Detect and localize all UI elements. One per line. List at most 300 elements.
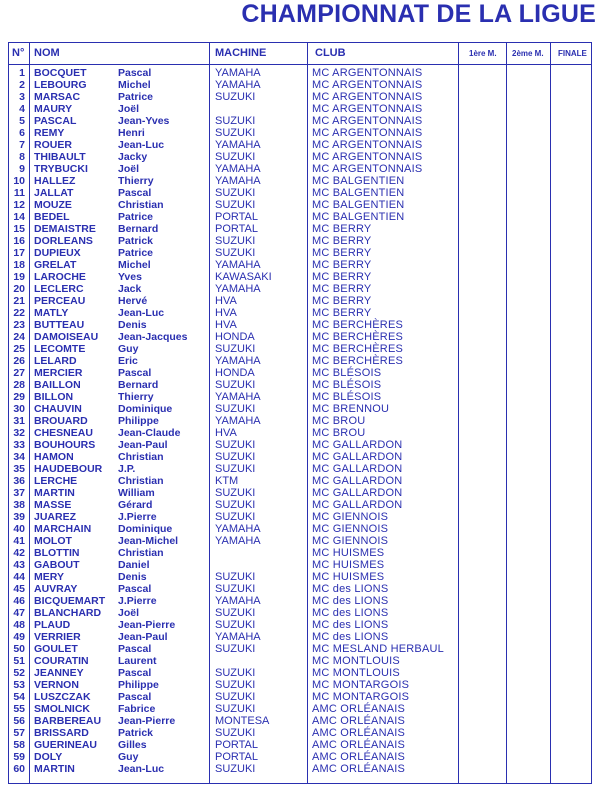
club: MC HUISMES: [312, 547, 385, 559]
club: MC GALLARDON: [312, 487, 403, 499]
header-num: N°: [12, 47, 25, 59]
club: MC des LIONS: [312, 595, 389, 607]
table-row: [9, 403, 591, 415]
club: MC BERRY: [312, 247, 372, 259]
entry-number: 1: [19, 67, 25, 79]
rider-surname: BLOTTIN: [34, 547, 80, 559]
rider-firstname: Yves: [118, 271, 142, 283]
machine: SUZUKI: [215, 607, 256, 619]
entry-number: 50: [13, 643, 25, 655]
entry-number: 20: [13, 283, 25, 295]
table-row: [9, 319, 591, 331]
rider-firstname: Jacky: [118, 151, 148, 163]
entry-number: 29: [13, 391, 25, 403]
entry-number: 26: [13, 355, 25, 367]
machine: SUZUKI: [215, 451, 256, 463]
rider-surname: LAROCHE: [34, 271, 86, 283]
table-row: [9, 259, 591, 271]
rider-surname: TRYBUCKI: [34, 163, 88, 175]
entry-number: 30: [13, 403, 25, 415]
rider-surname: MERCIER: [34, 367, 83, 379]
rider-surname: BOCQUET: [34, 67, 87, 79]
entry-number: 40: [13, 523, 25, 535]
club: MC GALLARDON: [312, 499, 403, 511]
table-header: [9, 43, 591, 65]
machine: SUZUKI: [215, 343, 256, 355]
rider-surname: CHESNEAU: [34, 427, 93, 439]
club: AMC ORLÉANAIS: [312, 739, 406, 751]
club: MC BERRY: [312, 259, 372, 271]
rider-firstname: Fabrice: [118, 703, 156, 715]
machine: SUZUKI: [215, 91, 256, 103]
rider-surname: DORLEANS: [34, 235, 93, 247]
club: MC ARGENTONNAIS: [312, 103, 423, 115]
table-row: [9, 187, 591, 199]
entry-number: 31: [13, 415, 25, 427]
club: AMC ORLÉANAIS: [312, 763, 406, 775]
table-row: [9, 751, 591, 763]
rider-surname: DOLY: [34, 751, 63, 763]
entry-number: 2: [19, 79, 25, 91]
rider-surname: REMY: [34, 127, 65, 139]
entry-number: 45: [13, 583, 25, 595]
table-row: [9, 103, 591, 115]
rider-firstname: Gilles: [118, 739, 147, 751]
entry-number: 37: [13, 487, 25, 499]
club: MC BERRY: [312, 283, 372, 295]
rider-firstname: Denis: [118, 319, 147, 331]
rider-surname: VERRIER: [34, 631, 81, 643]
rider-firstname: Pascal: [118, 583, 152, 595]
club: MC BERCHÈRES: [312, 343, 404, 355]
entry-number: 47: [13, 607, 25, 619]
machine: SUZUKI: [215, 187, 256, 199]
machine: HVA: [215, 427, 237, 439]
machine: YAMAHA: [215, 163, 261, 175]
club: MC BLÉSOIS: [312, 391, 382, 403]
club: MC ARGENTONNAIS: [312, 115, 423, 127]
rider-firstname: Guy: [118, 751, 139, 763]
machine: HVA: [215, 295, 237, 307]
rider-surname: PLAUD: [34, 619, 71, 631]
rider-surname: HALLEZ: [34, 175, 76, 187]
club: MC GALLARDON: [312, 451, 403, 463]
rider-surname: BUTTEAU: [34, 319, 85, 331]
rider-surname: LEBOURG: [34, 79, 87, 91]
rider-surname: COURATIN: [34, 655, 89, 667]
machine: YAMAHA: [215, 391, 261, 403]
rider-surname: MARTIN: [34, 763, 75, 775]
club: MC BERCHÈRES: [312, 355, 404, 367]
machine: SUZUKI: [215, 247, 256, 259]
entry-number: 35: [13, 463, 25, 475]
rider-surname: MASSE: [34, 499, 72, 511]
club: MC MONTARGOIS: [312, 691, 410, 703]
rider-surname: HAUDEBOUR: [34, 463, 103, 475]
rider-firstname: Pascal: [118, 67, 152, 79]
table-row: [9, 79, 591, 91]
table-row: [9, 595, 591, 607]
entry-number: 10: [13, 175, 25, 187]
club: MC MONTLOUIS: [312, 667, 400, 679]
table-row: [9, 331, 591, 343]
club: MC BROU: [312, 415, 366, 427]
table-row: [9, 451, 591, 463]
machine: SUZUKI: [215, 403, 256, 415]
rider-surname: PERCEAU: [34, 295, 86, 307]
header-machine: MACHINE: [215, 47, 267, 59]
table-row: [9, 367, 591, 379]
club: MC ARGENTONNAIS: [312, 79, 423, 91]
machine: SUZUKI: [215, 583, 256, 595]
entry-number: 56: [13, 715, 25, 727]
entry-number: 18: [13, 259, 25, 271]
rider-firstname: Joël: [118, 103, 140, 115]
table-row: [9, 439, 591, 451]
machine: SUZUKI: [215, 727, 256, 739]
entry-number: 28: [13, 379, 25, 391]
rider-firstname: Philippe: [118, 415, 159, 427]
rider-surname: MOUZE: [34, 199, 72, 211]
club: MC des LIONS: [312, 619, 389, 631]
rider-surname: BARBEREAU: [34, 715, 102, 727]
club: MC des LIONS: [312, 631, 389, 643]
machine: PORTAL: [215, 739, 258, 751]
rider-firstname: Thierry: [118, 175, 154, 187]
rider-firstname: Patrick: [118, 727, 154, 739]
machine: YAMAHA: [215, 79, 261, 91]
machine: SUZUKI: [215, 691, 256, 703]
table-row: [9, 523, 591, 535]
rider-firstname: Guy: [118, 343, 139, 355]
machine: PORTAL: [215, 211, 258, 223]
rider-surname: MARSAC: [34, 91, 81, 103]
table-row: [9, 511, 591, 523]
rider-firstname: Pascal: [118, 691, 152, 703]
rider-firstname: Laurent: [118, 655, 157, 667]
machine: SUZUKI: [215, 115, 256, 127]
rider-surname: LECLERC: [34, 283, 84, 295]
table-row: [9, 607, 591, 619]
club: MC BERCHÈRES: [312, 319, 404, 331]
machine: MONTESA: [215, 715, 270, 727]
rider-firstname: Joël: [118, 607, 140, 619]
club: MC ARGENTONNAIS: [312, 163, 423, 175]
rider-firstname: Patrice: [118, 247, 154, 259]
club: MC BLÉSOIS: [312, 379, 382, 391]
table-row: [9, 571, 591, 583]
rider-firstname: Denis: [118, 571, 147, 583]
table-row: [9, 619, 591, 631]
table-row: [9, 655, 591, 667]
rider-surname: BROUARD: [34, 415, 88, 427]
rider-surname: BRISSARD: [34, 727, 89, 739]
machine: YAMAHA: [215, 175, 261, 187]
club: MC MONTARGOIS: [312, 679, 410, 691]
entry-number: 38: [13, 499, 25, 511]
rider-surname: BOUHOURS: [34, 439, 96, 451]
club: MC ARGENTONNAIS: [312, 151, 423, 163]
machine: YAMAHA: [215, 259, 261, 271]
rider-firstname: Dominique: [118, 403, 173, 415]
entry-number: 46: [13, 595, 25, 607]
machine: PORTAL: [215, 223, 258, 235]
entry-number: 7: [19, 139, 25, 151]
club: MC GALLARDON: [312, 439, 403, 451]
table-row: [9, 343, 591, 355]
rider-firstname: Pascal: [118, 643, 152, 655]
entry-number: 25: [13, 343, 25, 355]
rider-surname: THIBAULT: [34, 151, 86, 163]
rider-firstname: Jean-Jacques: [118, 331, 188, 343]
table-row: [9, 295, 591, 307]
rider-firstname: Pascal: [118, 187, 152, 199]
entry-number: 14: [13, 211, 25, 223]
machine: SUZUKI: [215, 379, 256, 391]
club: MC BERRY: [312, 235, 372, 247]
rider-surname: BILLON: [34, 391, 74, 403]
machine: KAWASAKI: [215, 271, 272, 283]
table-row: [9, 703, 591, 715]
rider-surname: MAURY: [34, 103, 73, 115]
club: AMC ORLÉANAIS: [312, 703, 406, 715]
rider-surname: ROUER: [34, 139, 72, 151]
entry-number: 53: [13, 679, 25, 691]
club: MC BALGENTIEN: [312, 211, 405, 223]
entry-number: 24: [13, 331, 25, 343]
rider-surname: MOLOT: [34, 535, 72, 547]
rider-firstname: Christian: [118, 547, 164, 559]
machine: PORTAL: [215, 751, 258, 763]
entry-number: 5: [19, 115, 25, 127]
rider-surname: VERNON: [34, 679, 79, 691]
table-row: [9, 475, 591, 487]
table-row: [9, 679, 591, 691]
rider-surname: BLANCHARD: [34, 607, 102, 619]
club: MC MESLAND HERBAUL: [312, 643, 444, 655]
rider-firstname: William: [118, 487, 155, 499]
table-row: [9, 415, 591, 427]
rider-surname: MATLY: [34, 307, 69, 319]
table-row: [9, 283, 591, 295]
table-row: [9, 463, 591, 475]
table-row: [9, 499, 591, 511]
rider-surname: JEANNEY: [34, 667, 84, 679]
rider-firstname: Bernard: [118, 379, 159, 391]
entry-number: 12: [13, 199, 25, 211]
entry-number: 43: [13, 559, 25, 571]
rider-firstname: Jack: [118, 283, 142, 295]
rider-surname: GOULET: [34, 643, 78, 655]
rider-firstname: Hervé: [118, 295, 148, 307]
entry-number: 34: [13, 451, 25, 463]
machine: HONDA: [215, 331, 255, 343]
rider-firstname: Jean-Pierre: [118, 715, 176, 727]
rider-firstname: Philippe: [118, 679, 159, 691]
rider-firstname: Dominique: [118, 523, 173, 535]
rider-surname: LUSZCZAK: [34, 691, 91, 703]
rider-surname: DEMAISTRE: [34, 223, 96, 235]
entry-number: 3: [19, 91, 25, 103]
table-row: [9, 163, 591, 175]
rider-surname: LELARD: [34, 355, 77, 367]
machine: YAMAHA: [215, 535, 261, 547]
entry-number: 27: [13, 367, 25, 379]
rider-surname: SMOLNICK: [34, 703, 90, 715]
table-row: [9, 487, 591, 499]
rider-firstname: Patrice: [118, 211, 154, 223]
table-row: [9, 271, 591, 283]
entry-number: 52: [13, 667, 25, 679]
header-finale: FINALE: [558, 49, 587, 58]
club: MC HUISMES: [312, 571, 385, 583]
entry-number: 42: [13, 547, 25, 559]
entry-number: 15: [13, 223, 25, 235]
rider-firstname: Christian: [118, 451, 164, 463]
rider-firstname: Jean-Luc: [118, 307, 165, 319]
rider-surname: MARCHAIN: [34, 523, 92, 535]
rider-firstname: Jean-Claude: [118, 427, 181, 439]
entry-number: 41: [13, 535, 25, 547]
entry-number: 36: [13, 475, 25, 487]
club: MC GIENNOIS: [312, 511, 389, 523]
entry-number: 16: [13, 235, 25, 247]
entry-number: 23: [13, 319, 25, 331]
machine: YAMAHA: [215, 523, 261, 535]
club: MC GALLARDON: [312, 475, 403, 487]
table-row: [9, 199, 591, 211]
rider-firstname: Jean-Yves: [118, 115, 170, 127]
entry-number: 57: [13, 727, 25, 739]
rider-firstname: Christian: [118, 199, 164, 211]
machine: HVA: [215, 319, 237, 331]
table-row: [9, 427, 591, 439]
table-row: [9, 127, 591, 139]
machine: SUZUKI: [215, 643, 256, 655]
table-row: [9, 559, 591, 571]
rider-firstname: Jean-Paul: [118, 439, 168, 451]
rider-firstname: Eric: [118, 355, 138, 367]
machine: YAMAHA: [215, 415, 261, 427]
rider-firstname: J.P.: [118, 463, 136, 475]
table-row: [9, 151, 591, 163]
header-club: CLUB: [315, 47, 346, 59]
rider-firstname: Pascal: [118, 667, 152, 679]
table-row: [9, 211, 591, 223]
rider-surname: BICQUEMART: [34, 595, 106, 607]
rider-surname: GUERINEAU: [34, 739, 98, 751]
club: MC BALGENTIEN: [312, 175, 405, 187]
entry-number: 21: [13, 295, 25, 307]
rider-firstname: Pascal: [118, 367, 152, 379]
entry-number: 33: [13, 439, 25, 451]
machine: SUZUKI: [215, 127, 256, 139]
rider-surname: JUAREZ: [34, 511, 77, 523]
machine: SUZUKI: [215, 763, 256, 775]
header-manche-1: 1ère M.: [469, 49, 497, 58]
table-row: [9, 727, 591, 739]
entry-number: 48: [13, 619, 25, 631]
rider-firstname: Patrick: [118, 235, 154, 247]
club: MC GIENNOIS: [312, 523, 389, 535]
entry-number: 19: [13, 271, 25, 283]
rider-firstname: Daniel: [118, 559, 150, 571]
club: MC BERRY: [312, 223, 372, 235]
table-row: [9, 139, 591, 151]
entry-number: 9: [19, 163, 25, 175]
table-row: [9, 583, 591, 595]
machine: SUZUKI: [215, 703, 256, 715]
club: MC BERRY: [312, 307, 372, 319]
table-row: [9, 307, 591, 319]
table-row: [9, 763, 591, 775]
machine: SUZUKI: [215, 439, 256, 451]
table-row: [9, 667, 591, 679]
club: MC ARGENTONNAIS: [312, 139, 423, 151]
rider-firstname: Jean-Paul: [118, 631, 168, 643]
entry-number: 54: [13, 691, 25, 703]
rider-surname: BAILLON: [34, 379, 81, 391]
header-manche-2: 2ème M.: [512, 49, 544, 58]
table-row: [9, 379, 591, 391]
club: MC BLÉSOIS: [312, 367, 382, 379]
machine: SUZUKI: [215, 571, 256, 583]
club: MC BERRY: [312, 271, 372, 283]
rider-surname: AUVRAY: [34, 583, 78, 595]
table-row: [9, 547, 591, 559]
club: MC ARGENTONNAIS: [312, 91, 423, 103]
entry-number: 32: [13, 427, 25, 439]
machine: SUZUKI: [215, 619, 256, 631]
club: MC BERRY: [312, 295, 372, 307]
machine: YAMAHA: [215, 283, 261, 295]
table-row: [9, 715, 591, 727]
rider-firstname: Patrice: [118, 91, 154, 103]
rider-surname: DUPIEUX: [34, 247, 81, 259]
rider-firstname: Michel: [118, 259, 151, 271]
rider-surname: HAMON: [34, 451, 74, 463]
rider-firstname: Jean-Luc: [118, 139, 165, 151]
club: MC BALGENTIEN: [312, 199, 405, 211]
entry-number: 60: [13, 763, 25, 775]
club: MC des LIONS: [312, 583, 389, 595]
header-nom: NOM: [34, 47, 60, 59]
machine: HVA: [215, 307, 237, 319]
entry-number: 11: [13, 187, 25, 199]
entry-number: 51: [13, 655, 25, 667]
rider-firstname: Thierry: [118, 391, 154, 403]
rider-firstname: J.Pierre: [118, 511, 157, 523]
rider-surname: BEDEL: [34, 211, 70, 223]
machine: SUZUKI: [215, 667, 256, 679]
entry-number: 58: [13, 739, 25, 751]
entry-number: 8: [19, 151, 25, 163]
rider-firstname: Michel: [118, 79, 151, 91]
club: MC GIENNOIS: [312, 535, 389, 547]
club: MC BROU: [312, 427, 366, 439]
club: MC GALLARDON: [312, 463, 403, 475]
table-row: [9, 223, 591, 235]
rider-firstname: Jean-Michel: [118, 535, 179, 547]
machine: SUZUKI: [215, 235, 256, 247]
entry-number: 44: [13, 571, 25, 583]
rider-firstname: J.Pierre: [118, 595, 157, 607]
machine: HONDA: [215, 367, 255, 379]
rider-surname: PASCAL: [34, 115, 77, 127]
table-row: [9, 691, 591, 703]
rider-surname: MERY: [34, 571, 64, 583]
rider-surname: GABOUT: [34, 559, 80, 571]
